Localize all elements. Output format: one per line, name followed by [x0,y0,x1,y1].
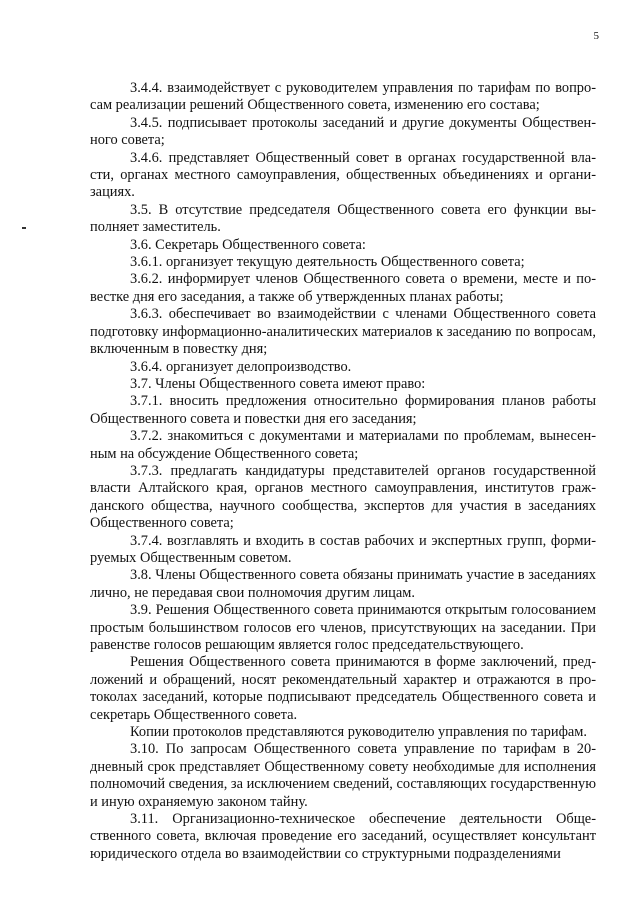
paragraph: 3.5. В отсутствие председателя Общественного совета его функции выполняет заместитель. [90,201,596,236]
paragraph: 3.6.2. информирует членов Общественного совета о времени, месте и повестке дня его заседания, а также об утвержденных планах работы; [90,271,596,305]
paragraph: 3.9. Решения Общественного совета принимаются открытым голосованием простым большинством голосов его членов, присутствующих на заседании. При равенстве голосов решающим является голос председательствующего. [90,602,596,653]
paragraph: 3.7.2. знакомиться с документами и материалами по проблемам, вынесенным на обсуждение Общественного совета; [90,428,596,462]
margin-mark [22,227,26,229]
paragraph: 3.6.3. обеспечивает во взаимодействии с членами Общественного совета подготовку информационно-аналитических материалов к заседанию по вопросам, включенным в повестку дня; [90,306,596,358]
paragraph: 3.6.4. организует делопроизводство. [130,358,352,375]
paragraph: 3.4.6. представляет Общественный совет в органах государственной власти, органах местного самоуправления, общественных объединениях и организациях. [90,149,596,201]
paragraph: 3.7.3. предлагать кандидатуры представителей органов государственной власти Алтайского края, органов местного самоуправления, институтов гражданского общества, научного сообщества, экспертов для участия в заседаниях Общественного совета; [90,462,596,532]
paragraph: 3.10. По запросам Общественного совета управление по тарифам в 20-дневный срок представляет Общественному совету необходимые для исполнения полномочий сведения, за исключением сведений, составляющих государственную и иную охраняемую законом тайну. [90,741,596,810]
paragraph: 3.11. Организационно-техническое обеспечение деятельности Общественного совета, включая проведение его заседаний, осуществляет консультант юридического отдела во взаимодействии со структурными подразделениями [90,811,596,862]
paragraph: Решения Общественного совета принимаются в форме заключений, предложений и обращений, носят рекомендательный характер и отражаются в протоколах заседаний, которые подписывают председатель Общественного совета и секретарь Общественного совета. [90,654,596,723]
paragraph: 3.6.1. организует текущую деятельность Общественного совета; [130,254,525,271]
paragraph: 3.6. Секретарь Общественного совета: [130,236,366,253]
paragraph: 3.8. Члены Общественного совета обязаны принимать участие в заседаниях лично, не передавая свои полномочия другим лицам. [90,567,596,601]
paragraph: 3.7.1. вносить предложения относительно формирования планов работы Общественного совета и повестки дня его заседания; [90,393,596,427]
paragraph: 3.4.5. подписывает протоколы заседаний и другие документы Общественного совета; [90,114,596,149]
paragraph: 3.7.4. возглавлять и входить в состав рабочих и экспертных групп, формируемых Общественным советом. [90,532,596,566]
paragraph: 3.7. Члены Общественного совета имеют право: [130,375,426,392]
document-body [90,80,596,863]
paragraph: 3.4.4. взаимодействует с руководителем управления по тарифам по вопросам реализации решений Общественного совета, изменению его состава; [90,80,596,114]
paragraph: Копии протоколов представляются руководителю управления по тарифам. [130,724,587,741]
page-number: 5 [593,30,599,42]
